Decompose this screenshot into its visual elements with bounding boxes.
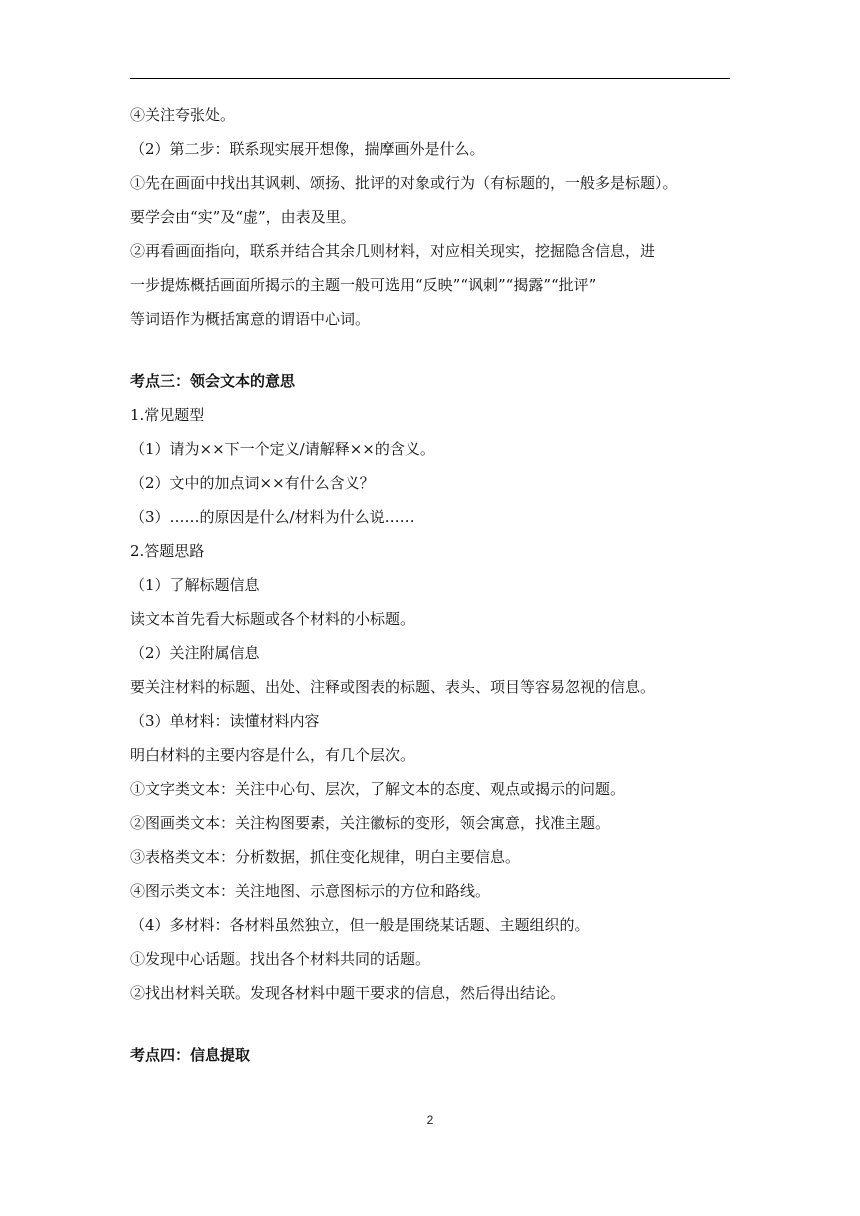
text-line: ②找出材料关联。发现各材料中题干要求的信息，然后得出结论。 [130,984,566,1002]
text-line: （3）……的原因是什么/材料为什么说…… [130,508,415,526]
text-line: （1）请为××下一个定义/请解释××的含义。 [130,440,435,458]
section-heading-4: 考点四：信息提取 [130,1046,251,1064]
text-line: 读文本首先看大标题或各个材料的小标题。 [130,610,416,628]
text-line: 2.答题思路 [130,542,205,560]
text-line: （4）多材料：各材料虽然独立，但一般是围绕某话题、主题组织的。 [130,916,590,934]
header-rule [130,78,730,79]
text-line: 一步提炼概括画面所揭示的主题一般可选用“反映”“讽刺”“揭露”“批评” [130,276,597,294]
text-line: ①文字类文本：关注中心句、层次，了解文本的态度、观点或揭示的问题。 [130,780,626,798]
text-line: （3）单材料：读懂材料内容 [130,712,320,730]
text-line: 1.常见题型 [130,406,205,424]
text-line: 要学会由“实”及“虚”，由表及里。 [130,208,356,226]
text-line: （1）了解标题信息 [130,576,260,594]
text-line: ②再看画面指向，联系并结合其余几则材料，对应相关现实，挖掘隐含信息，进 [130,242,656,260]
text-line: （2）关注附属信息 [130,644,260,662]
text-line: 明白材料的主要内容是什么，有几个层次。 [130,746,416,764]
text-line: （2）文中的加点词××有什么含义？ [130,474,375,492]
page-number: 2 [426,1113,434,1127]
text-line: ①发现中心话题。找出各个材料共同的话题。 [130,950,431,968]
section-heading-3: 考点三：领会文本的意思 [130,372,296,390]
page-body [130,105,730,1079]
text-line: ①先在画面中找出其讽刺、颂扬、批评的对象或行为（有标题的，一般多是标题）。 [130,174,678,192]
section-gap [130,1017,730,1045]
text-line: ③表格类文本：分析数据，抓住变化规律，明白主要信息。 [130,848,521,866]
text-line: ④图示类文本：关注地图、示意图标示的方位和路线。 [130,882,491,900]
text-line: ④关注夸张处。 [130,106,236,124]
text-line: （2）第二步：联系现实展开想像，揣摩画外是什么。 [130,140,485,158]
text-line: 等词语作为概括寓意的谓语中心词。 [130,310,371,328]
section-gap [130,343,730,371]
text-line: 要关注材料的标题、出处、注释或图表的标题、表头、项目等容易忽视的信息。 [130,678,656,696]
text-line: ②图画类文本：关注构图要素，关注徽标的变形，领会寓意，找准主题。 [130,814,611,832]
